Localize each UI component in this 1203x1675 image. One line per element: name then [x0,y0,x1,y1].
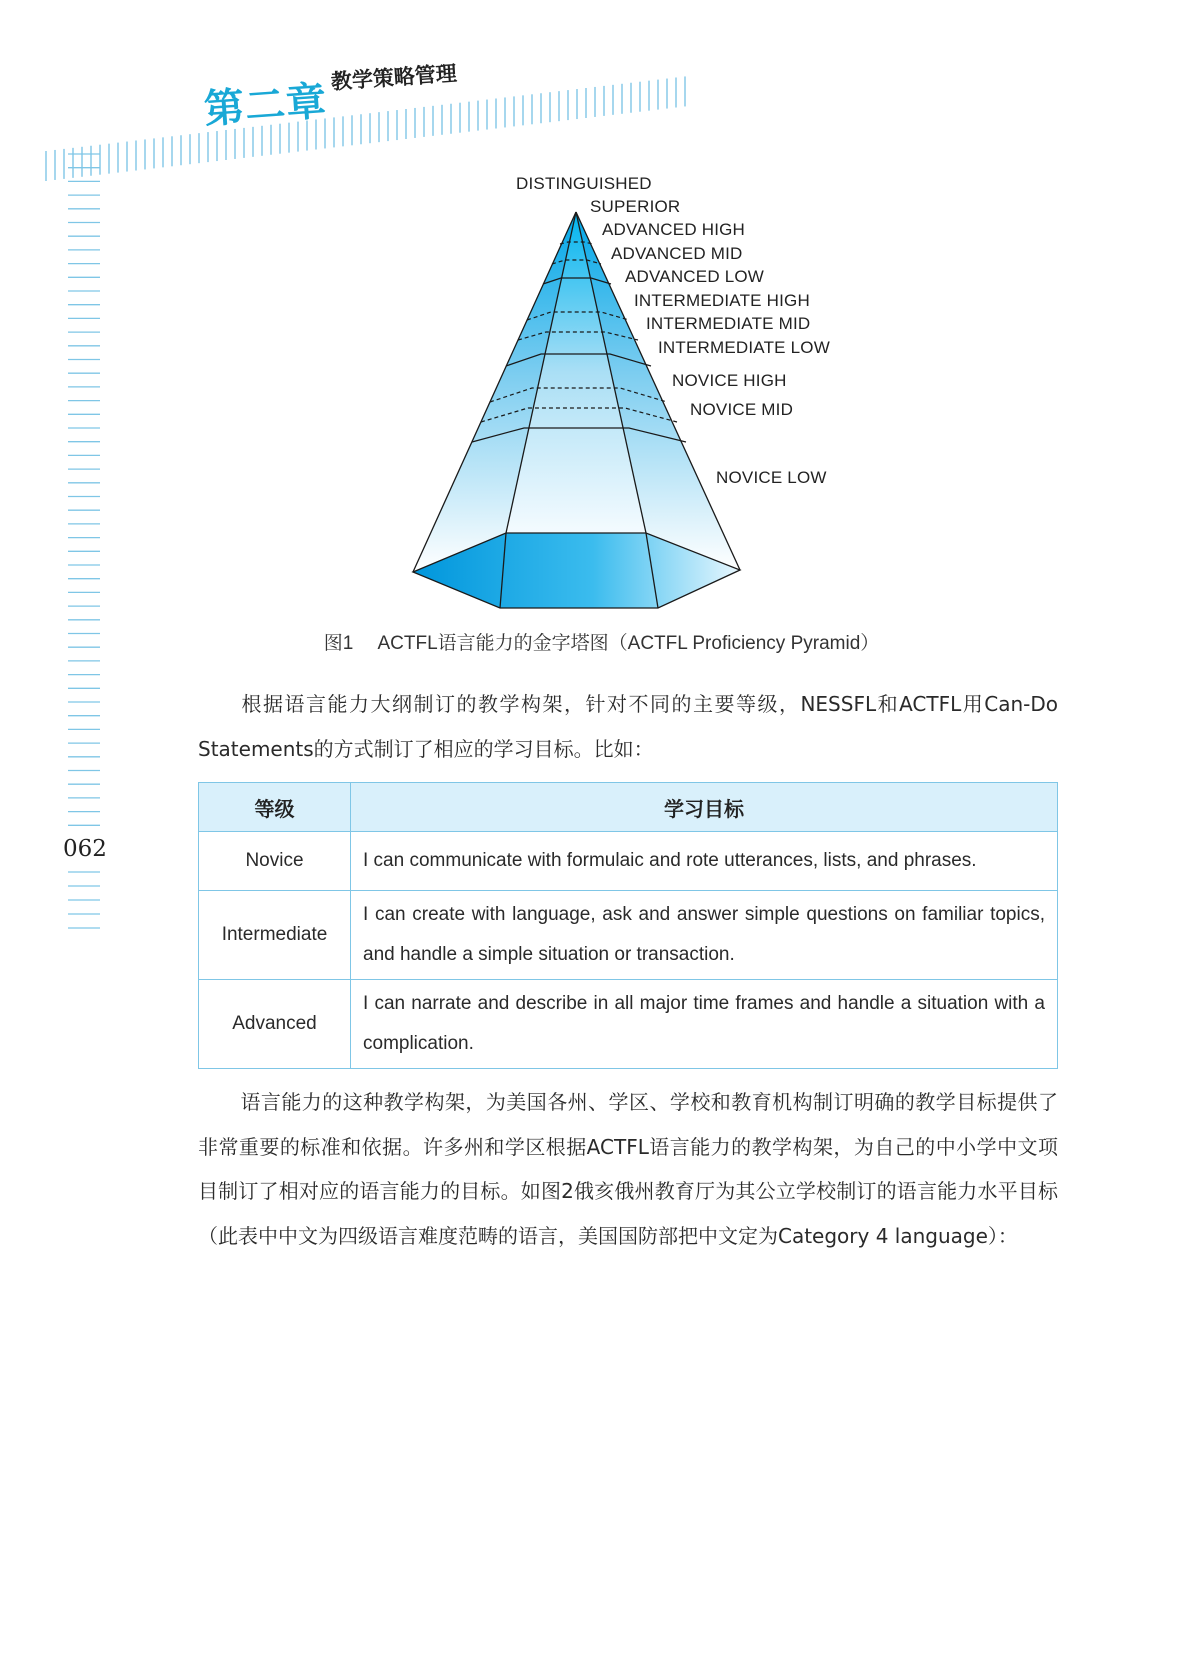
table-header-row [199,783,1058,832]
margin-ruler-bottom [68,868,102,938]
pyramid-level-label: NOVICE MID [690,400,794,419]
pyramid-level-label: NOVICE HIGH [672,371,787,390]
pyramid-faces [413,212,740,572]
figure-caption-text: ACTFL语言能力的金字塔图（ACTFL Proficiency Pyramid） [377,633,880,654]
pyramid-level-label: NOVICE LOW [716,468,827,487]
pyramid-level-label: INTERMEDIATE HIGH [634,291,810,310]
pyramid-level-label: DISTINGUISHED [516,174,652,193]
table-header-level: 等级 [199,783,351,832]
pyramid-level-label: SUPERIOR [590,197,681,216]
table-cell-goal: I can narrate and describe in all major time frames and handle a situation with a complication. [351,980,1058,1069]
table-row [199,980,1058,1069]
body-paragraph-1-text: 根据语言能力大纲制订的教学构架，针对不同的主要等级，NESSFL和ACTFL用Can-Do Statements的方式制订了相应的学习目标。比如： [198,692,1058,761]
figure-label: 图1 [323,633,354,654]
table-cell-level: Novice [199,832,351,891]
table-cell-level: Advanced [199,980,351,1069]
table-row [199,891,1058,980]
body-paragraph-1 [198,682,1058,771]
pyramid-level-label: INTERMEDIATE MID [646,314,811,333]
table-cell-goal: I can create with language, ask and answer simple questions on familiar topics, and handle a simple situation or transaction. [351,891,1058,980]
table-cell-level: Intermediate [199,891,351,980]
margin-ruler-top [68,150,102,830]
figure-caption [0,628,1203,655]
chapter-title: 教学策略管理 [330,60,458,95]
table-cell-goal: I can communicate with formulaic and rote utterances, lists, and phrases. [351,832,1058,891]
table-row [199,832,1058,891]
pyramid-level-label: INTERMEDIATE LOW [658,338,830,357]
pyramid-level-label: ADVANCED LOW [625,267,765,286]
body-paragraph-2 [198,1080,1058,1258]
table-header-goal: 学习目标 [351,783,1058,832]
learning-goals-table [198,782,1058,1069]
proficiency-pyramid [400,174,840,620]
body-paragraph-2-text: 语言能力的这种教学构架，为美国各州、学区、学校和教育机构制订明确的教学目标提供了非常重要的标准和依据。许多州和学区根据ACTFL语言能力的教学构架，为自己的中小学中文项目制订了相对应的语言能力的目标。如图2俄亥俄州教育厅为其公立学校制订的语言能力水平目标（此表中中文为四级语言难度范畴的语言，美国国防部把中文定为Category 4 language）： [198,1090,1058,1248]
pyramid-level-label: ADVANCED MID [611,244,743,263]
chapter-number: 第二章 [202,77,329,134]
pyramid-level-label: ADVANCED HIGH [602,220,746,239]
page-number: 062 [63,836,107,862]
